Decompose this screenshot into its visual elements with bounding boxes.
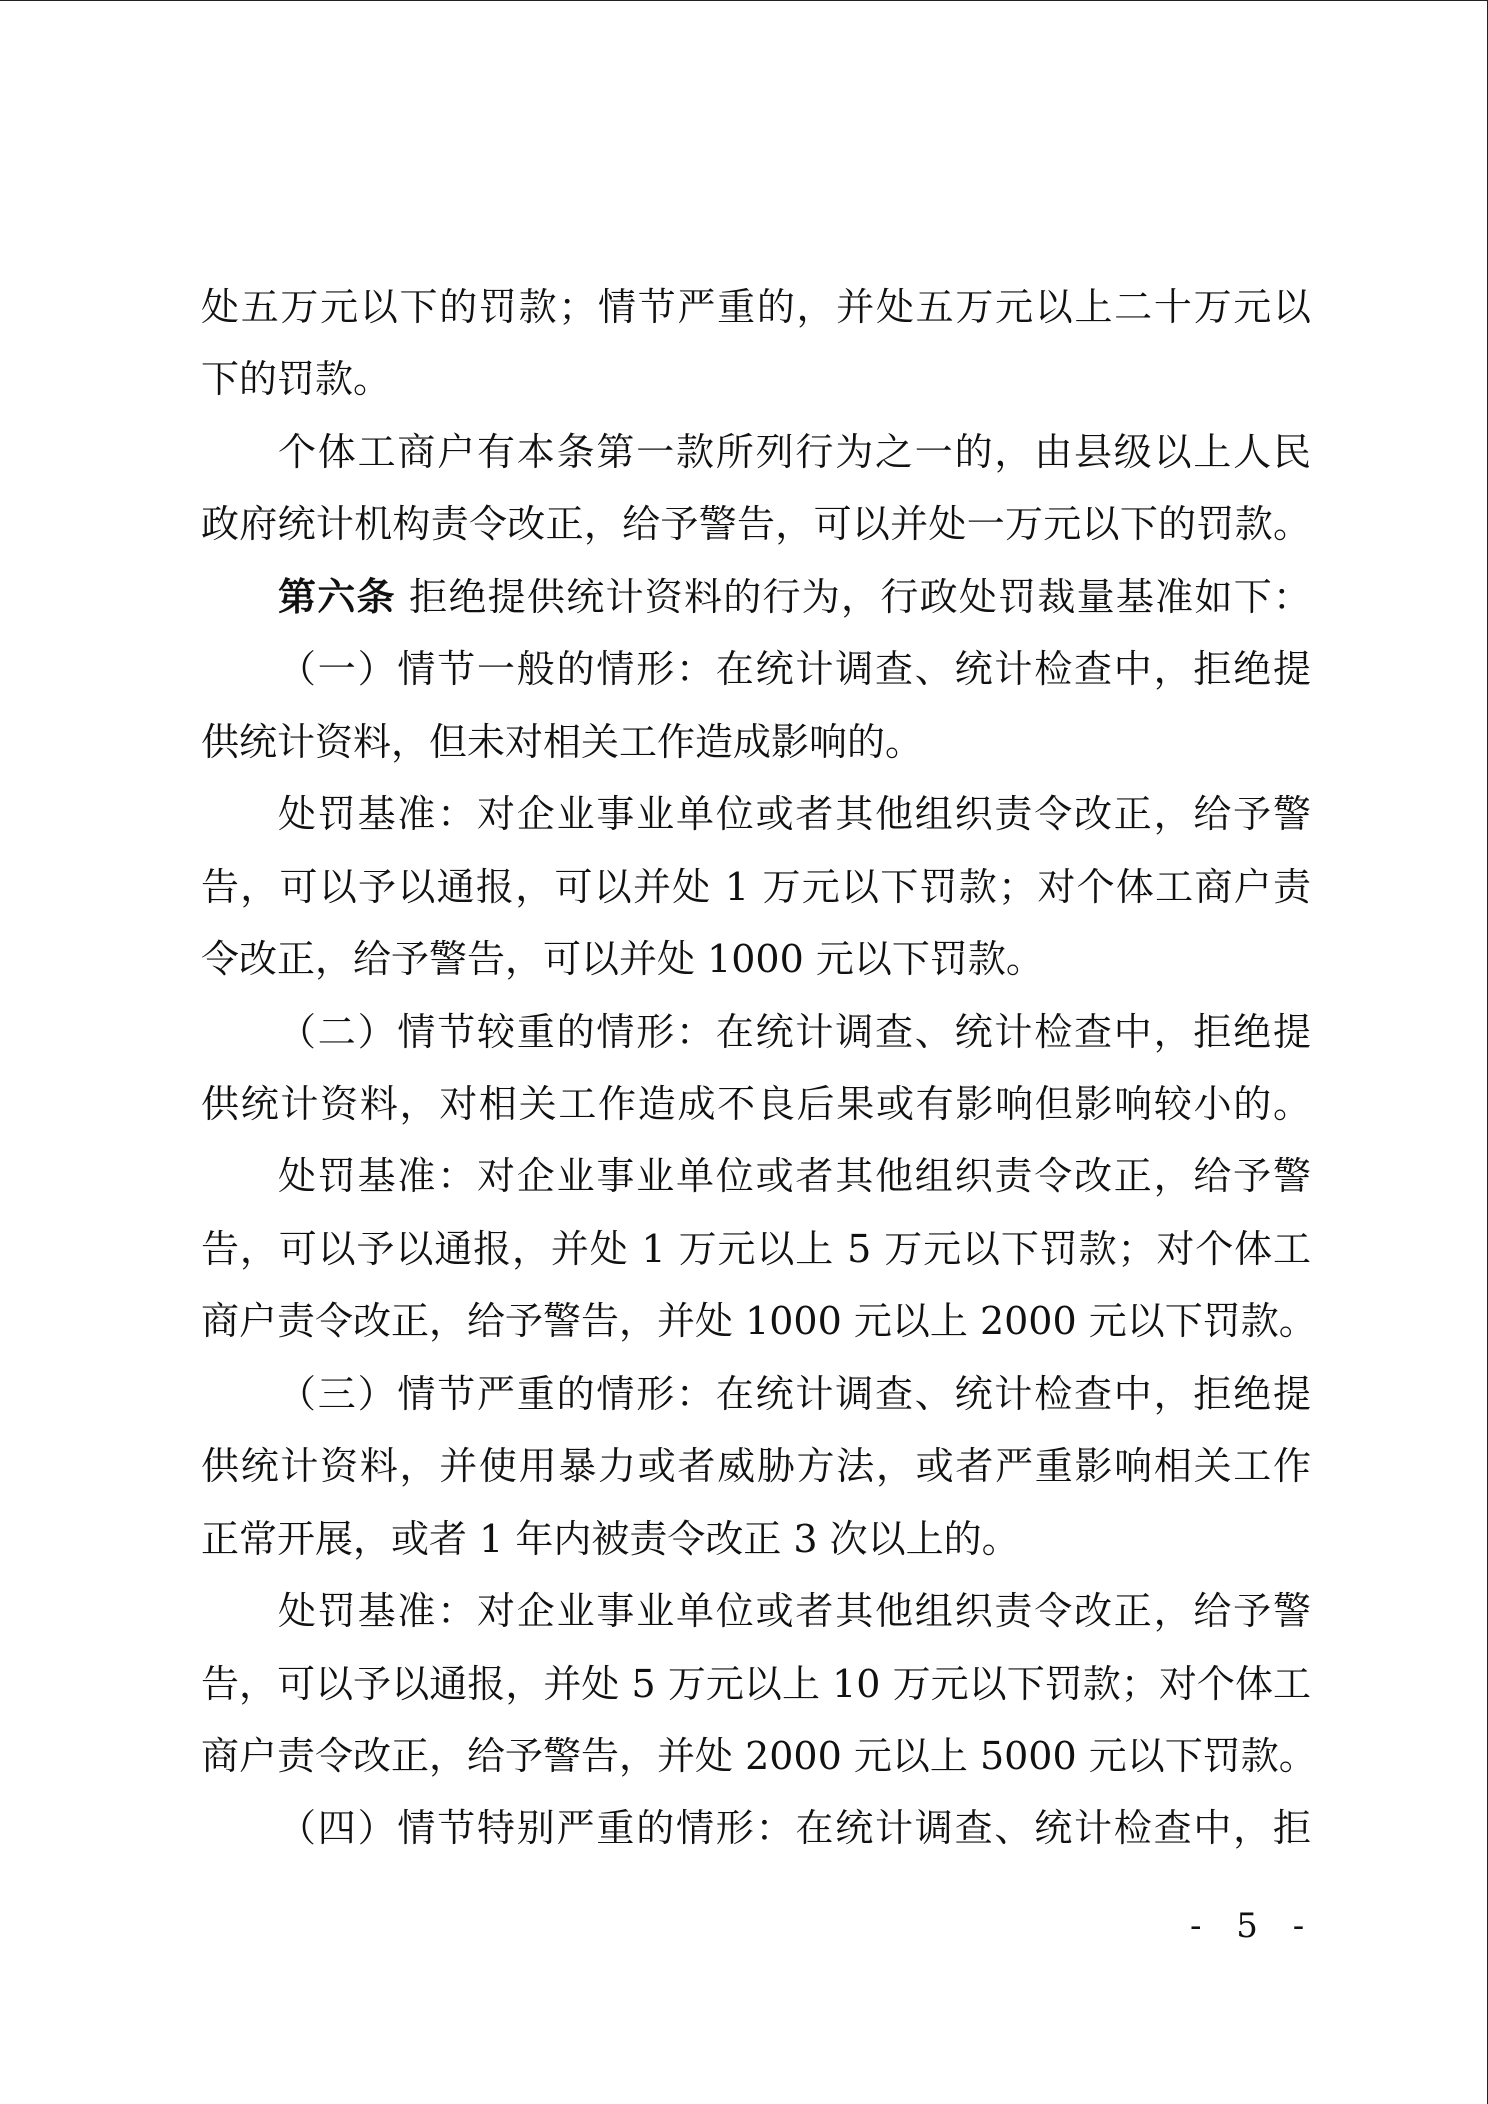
line-text: 政府统计机构责令改正，给予警告，可以并处一万元以下的罚款。 (201, 502, 1311, 547)
text-line (201, 1219, 1311, 1279)
text-line (201, 494, 1311, 554)
page-number: - 5 - (1190, 1906, 1317, 1946)
article-heading: 第六条 (278, 574, 396, 619)
text-line (201, 1074, 1311, 1134)
line-text: 个体工商户有本条第一款所列行为之一的，由县级以上人民 (278, 429, 1311, 474)
line-text: 处罚基准：对企业事业单位或者其他组织责令改正，给予警 (278, 792, 1311, 837)
line-text: 处罚基准：对企业事业单位或者其他组织责令改正，给予警 (278, 1589, 1311, 1634)
text-line (201, 1436, 1311, 1496)
text-line (201, 857, 1311, 917)
text-line (201, 929, 1311, 989)
line-text: （二）情节较重的情形：在统计调查、统计检查中，拒绝提 (278, 1009, 1311, 1054)
text-line (278, 422, 1311, 482)
line-text: 商户责令改正，给予警告，并处 1000 元以上 2000 元以下罚款。 (201, 1299, 1317, 1344)
text-line (201, 1509, 1311, 1569)
text-line (201, 1726, 1317, 1786)
text-line (278, 1146, 1311, 1206)
text-line (201, 712, 1311, 772)
line-text: 正常开展，或者 1 年内被责令改正 3 次以上的。 (201, 1516, 1020, 1561)
line-text: 处罚基准：对企业事业单位或者其他组织责令改正，给予警 (278, 1154, 1311, 1199)
line-text: 告，可以予以通报，并处 1 万元以上 5 万元以下罚款；对个体工 (201, 1226, 1311, 1271)
text-line (278, 1798, 1311, 1858)
line-text: 商户责令改正，给予警告，并处 2000 元以上 5000 元以下罚款。 (201, 1734, 1317, 1778)
text-line (201, 349, 1311, 409)
line-text: 供统计资料，并使用暴力或者威胁方法，或者严重影响相关工作 (201, 1444, 1311, 1489)
text-line (201, 1654, 1311, 1714)
text-line (278, 1581, 1311, 1641)
line-text: 拒绝提供统计资料的行为，行政处罚裁量基准如下： (395, 574, 1311, 619)
line-text: 告，可以予以通报，并处 5 万元以上 10 万元以下罚款；对个体工 (201, 1661, 1311, 1706)
line-text: （一）情节一般的情形：在统计调查、统计检查中，拒绝提 (278, 647, 1311, 692)
line-text: 处五万元以下的罚款；情节严重的，并处五万元以上二十万元以 (201, 285, 1311, 329)
line-text: 供统计资料，对相关工作造成不良后果或有影响但影响较小的。 (201, 1081, 1311, 1126)
line-text: 告，可以予以通报，可以并处 1 万元以下罚款；对个体工商户责 (201, 864, 1311, 909)
text-line (278, 567, 1311, 627)
line-text: 令改正，给予警告，可以并处 1000 元以下罚款。 (201, 937, 1044, 982)
text-line (278, 1364, 1311, 1424)
text-line (201, 277, 1311, 337)
line-text: 下的罚款。 (201, 357, 392, 402)
line-text: （三）情节严重的情形：在统计调查、统计检查中，拒绝提 (278, 1371, 1311, 1416)
line-text: 供统计资料，但未对相关工作造成影响的。 (201, 719, 924, 764)
text-line (278, 639, 1311, 699)
text-line (201, 1291, 1317, 1351)
text-line (278, 784, 1311, 844)
text-line (278, 1002, 1311, 1062)
line-text: （四）情节特别严重的情形：在统计调查、统计检查中，拒 (278, 1806, 1311, 1851)
